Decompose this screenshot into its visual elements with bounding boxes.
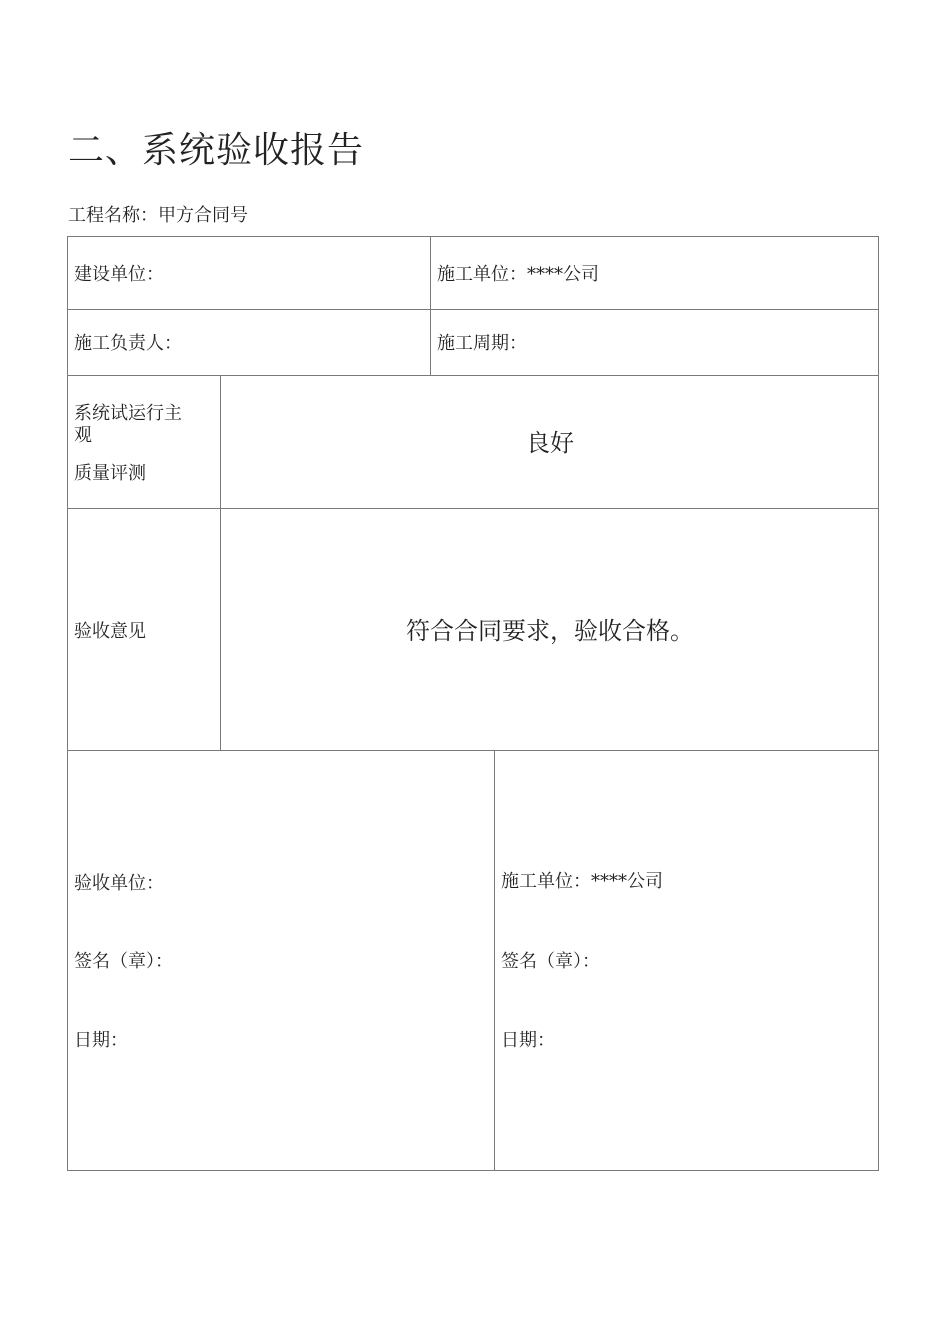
acceptance-unit-label: 验收单位： [74, 873, 164, 894]
builder-label: 建设单位： [74, 264, 164, 285]
table-border-left [67, 236, 68, 1171]
contractor-label: 施工单位：****公司 [437, 264, 599, 285]
trial-run-label-line2: 观 [74, 425, 92, 446]
trial-run-label-line3: 质量评测 [74, 463, 146, 484]
acceptance-opinion-label: 验收意见 [74, 621, 146, 642]
trial-run-label-line1: 系统试运行主 [74, 403, 182, 424]
column-divider [494, 750, 495, 1171]
contractor-unit-label: 施工单位：****公司 [501, 871, 663, 892]
construction-manager-label: 施工负责人： [74, 333, 182, 354]
acceptance-opinion-value: 符合合同要求，验收合格。 [406, 617, 694, 645]
row-divider [67, 508, 879, 509]
table-border-bottom [67, 1170, 879, 1171]
acceptance-signature-label: 签名（章）： [74, 951, 173, 972]
row-divider [67, 375, 879, 376]
contractor-date-label: 日期： [501, 1030, 555, 1051]
table-border-right [878, 236, 879, 1171]
table-border-top [67, 236, 879, 237]
contractor-signature-label: 签名（章）： [501, 951, 600, 972]
row-divider [67, 750, 879, 751]
acceptance-report-table [67, 236, 879, 1171]
page-title: 二、系统验收报告 [68, 130, 365, 171]
construction-period-label: 施工周期： [437, 333, 527, 354]
column-divider [430, 236, 431, 376]
trial-run-quality-value: 良好 [526, 429, 574, 457]
project-name-label: 工程名称：甲方合同号 [68, 205, 248, 226]
acceptance-date-label: 日期： [74, 1030, 128, 1051]
row-divider [67, 309, 879, 310]
